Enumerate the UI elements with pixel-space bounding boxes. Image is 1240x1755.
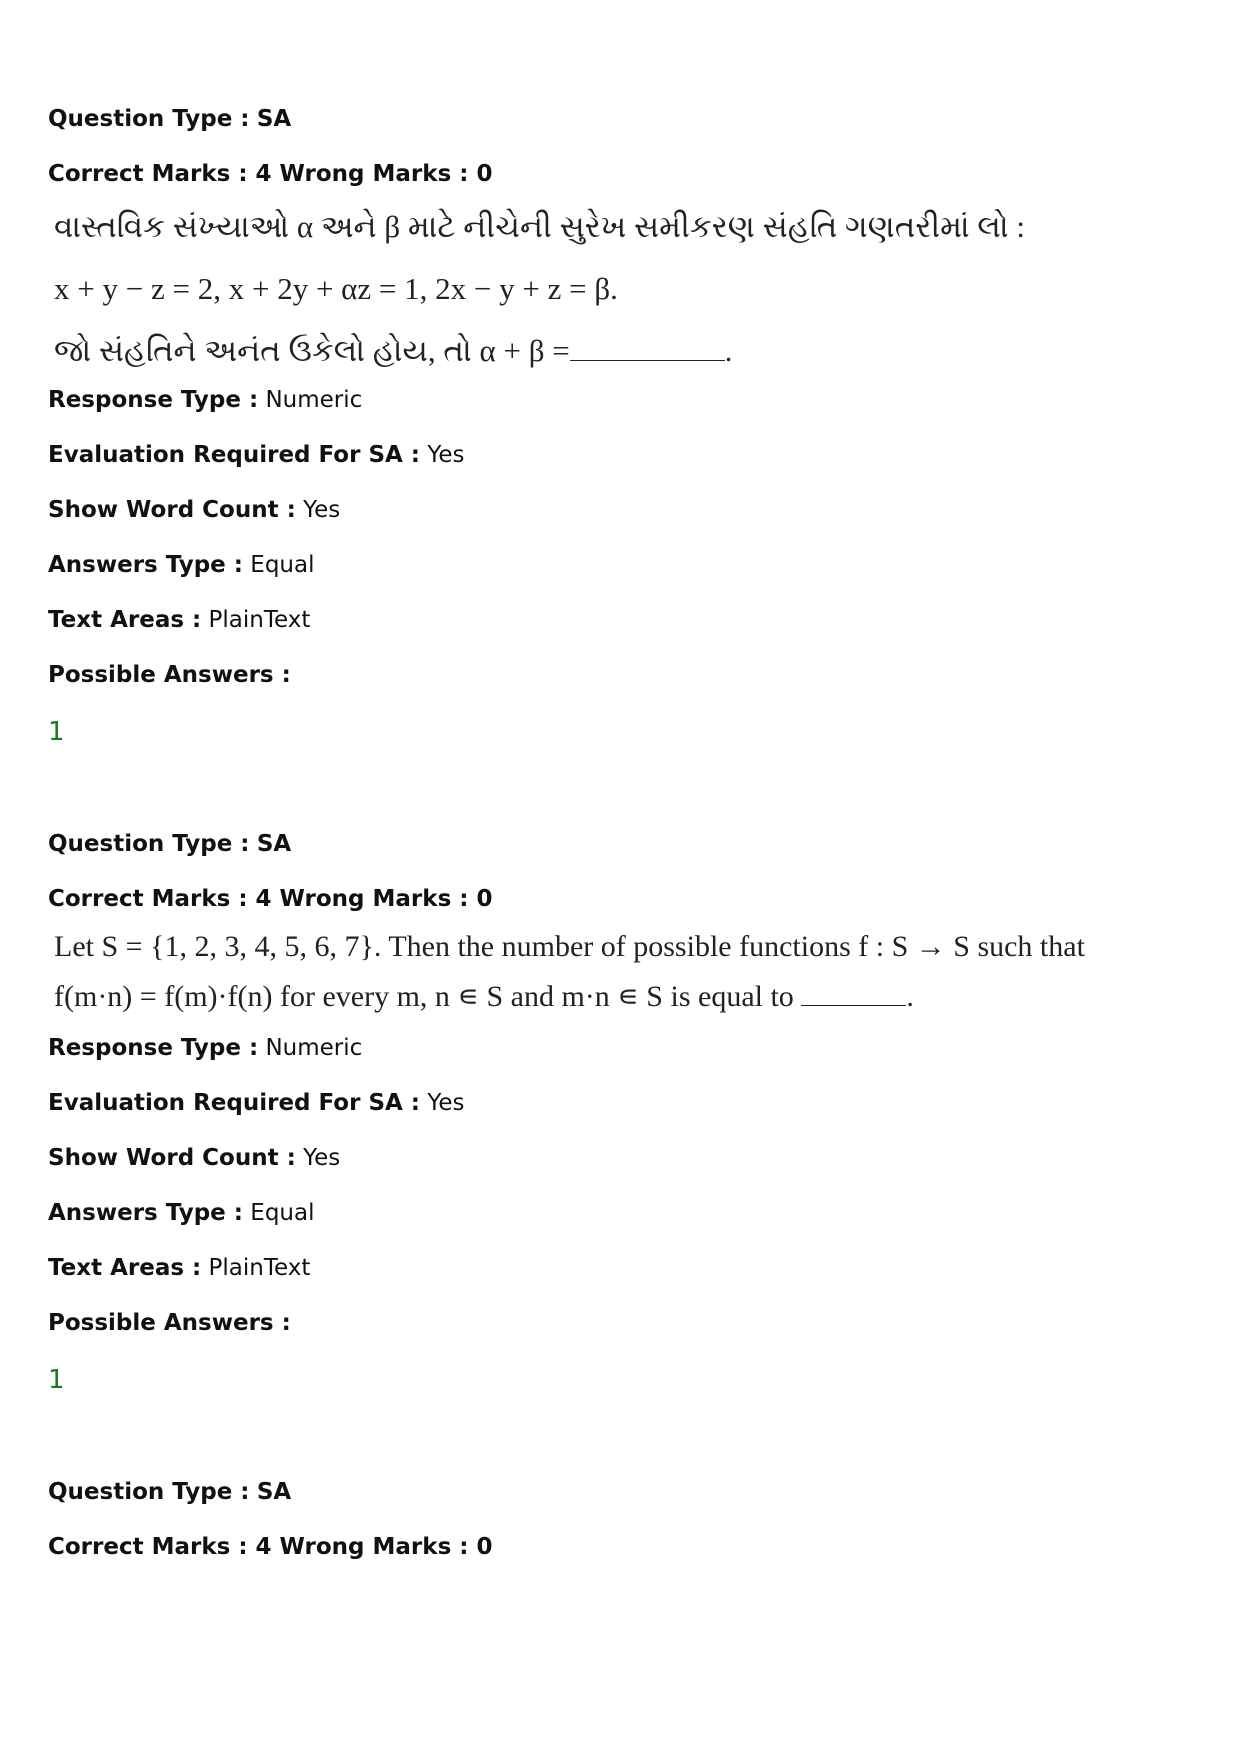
possible-answers-row: Possible Answers : [48,1310,291,1336]
word-count-row: Show Word Count : Yes [48,1145,341,1171]
response-type-row: Response Type : Numeric [48,1035,363,1061]
question-block-2 [48,829,1192,1395]
question-paper [48,100,1192,1562]
answers-type-row: Answers Type : Equal [48,552,315,578]
question-text-line-2: f(m·n) = f(m)·f(n) for every m, n ∊ S and m·n ∊ S is equal to . [54,980,914,1013]
question-type-row: Question Type : SA [48,106,292,132]
possible-answer-value: 1 [48,1365,65,1395]
possible-answers-row: Possible Answers : [48,662,291,688]
question-text-line-1: વાસ્તવિક સંખ્યાઓ α અને β માટે નીચેની સુરેખ સમીકરણ સંહતિ ગણતરીમાં લો : [54,209,1025,244]
text-areas-row: Text Areas : PlainText [48,1255,311,1281]
answers-type-row: Answers Type : Equal [48,1200,315,1226]
evaluation-row: Evaluation Required For SA : Yes [48,442,465,468]
question-text-line-1: Let S = {1, 2, 3, 4, 5, 6, 7}. Then the number of possible functions f : S → S such that [54,930,1085,963]
question-type-row: Question Type : SA [48,831,292,857]
question-block-3 [48,1477,1192,1562]
question-text-line-2: x + y − z = 2, x + 2y + αz = 1, 2x − y + z = β. [54,271,618,306]
marks-row: Correct Marks : 4 Wrong Marks : 0 [48,1534,493,1560]
marks-row: Correct Marks : 4 Wrong Marks : 0 [48,161,493,187]
question-block-1 [48,104,1192,747]
marks-row: Correct Marks : 4 Wrong Marks : 0 [48,886,493,912]
possible-answer-value: 1 [48,717,65,747]
answer-blank [801,981,906,1006]
word-count-row: Show Word Count : Yes [48,497,341,523]
evaluation-row: Evaluation Required For SA : Yes [48,1090,465,1116]
answer-blank [570,336,725,361]
question-type-row: Question Type : SA [48,1479,292,1505]
text-areas-row: Text Areas : PlainText [48,607,311,633]
response-type-row: Response Type : Numeric [48,387,363,413]
question-text-line-3: જો સંહતિને અનંત ઉકેલો હોય, તો α + β = . [54,333,733,368]
